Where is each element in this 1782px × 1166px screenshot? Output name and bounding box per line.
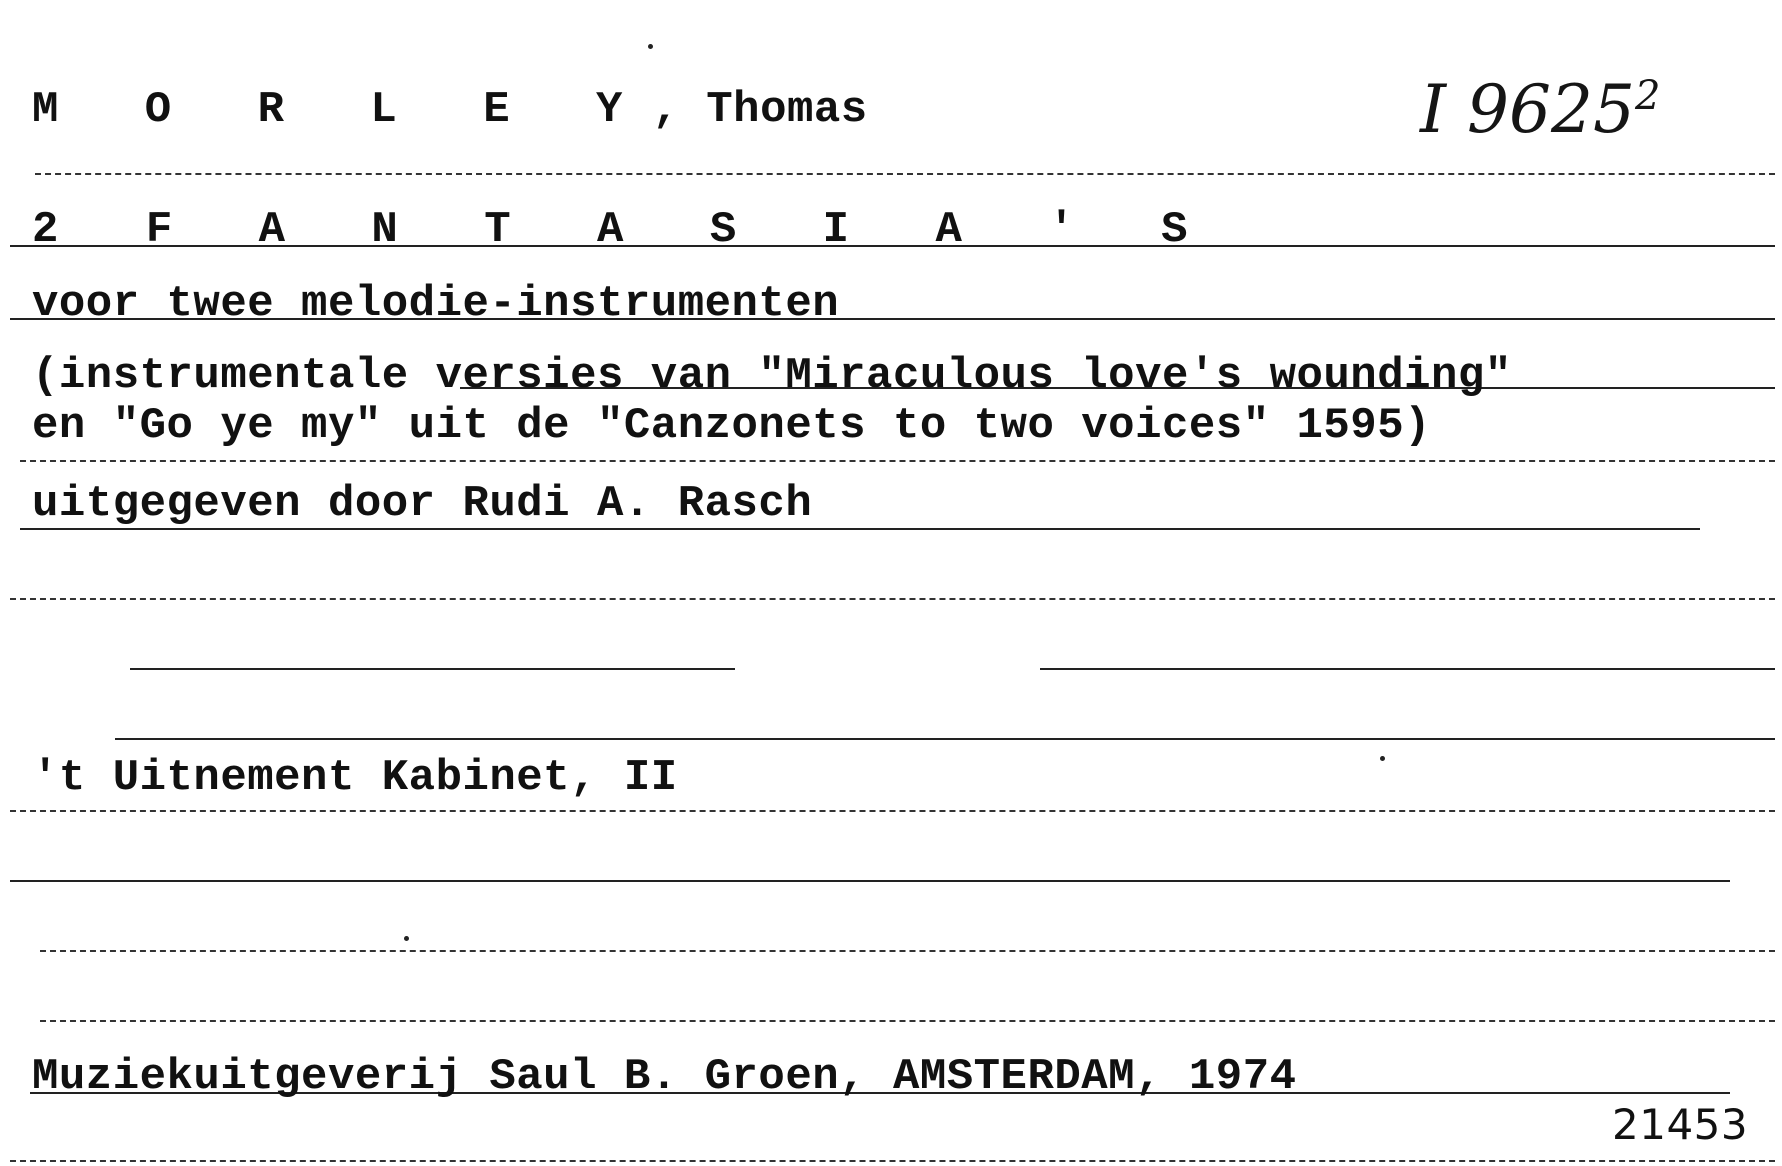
title-line [32, 205, 1218, 255]
note-line-2: en "Go ye my" uit de "Canzonets to two voices" 1595) [32, 401, 1432, 451]
catalog-number: 21453 [1612, 1100, 1749, 1149]
rule-line [10, 880, 1730, 882]
rule-line [35, 173, 1775, 175]
rule-line [10, 598, 1775, 600]
ink-speck [404, 936, 409, 941]
author-separator: , [652, 85, 680, 135]
title: F A N T A S I A ' S [145, 205, 1218, 255]
shelfmark-superscript: 2 [1635, 73, 1661, 119]
rule-line [40, 950, 1775, 952]
note-line-1: (instrumentale versies van "Miraculous love's wounding" [32, 351, 1512, 401]
series-line: 't Uitnement Kabinet, II [32, 753, 678, 803]
subtitle: voor twee melodie-instrumenten [32, 279, 840, 329]
publisher-line: Muziekuitgeverij Saul B. Groen, AMSTERDAM, 1974 [32, 1052, 1297, 1102]
ink-speck [1380, 756, 1385, 761]
rule-line [20, 460, 1775, 462]
title-number: 2 [32, 205, 59, 255]
rule-line [40, 1020, 1775, 1022]
shelfmark [1420, 71, 1661, 148]
author-given-name: Thomas [706, 85, 868, 135]
author-surname: M O R L E Y [32, 85, 653, 135]
shelfmark-number: I 9625 [1420, 71, 1636, 148]
rule-line [130, 668, 735, 670]
rule-line [1040, 668, 1775, 670]
editor-line: uitgegeven door Rudi A. Rasch [32, 479, 813, 529]
rule-line [10, 1160, 1775, 1162]
ink-speck [648, 44, 653, 49]
rule-line [10, 810, 1775, 812]
author-line [32, 85, 868, 135]
rule-line [115, 738, 1775, 740]
